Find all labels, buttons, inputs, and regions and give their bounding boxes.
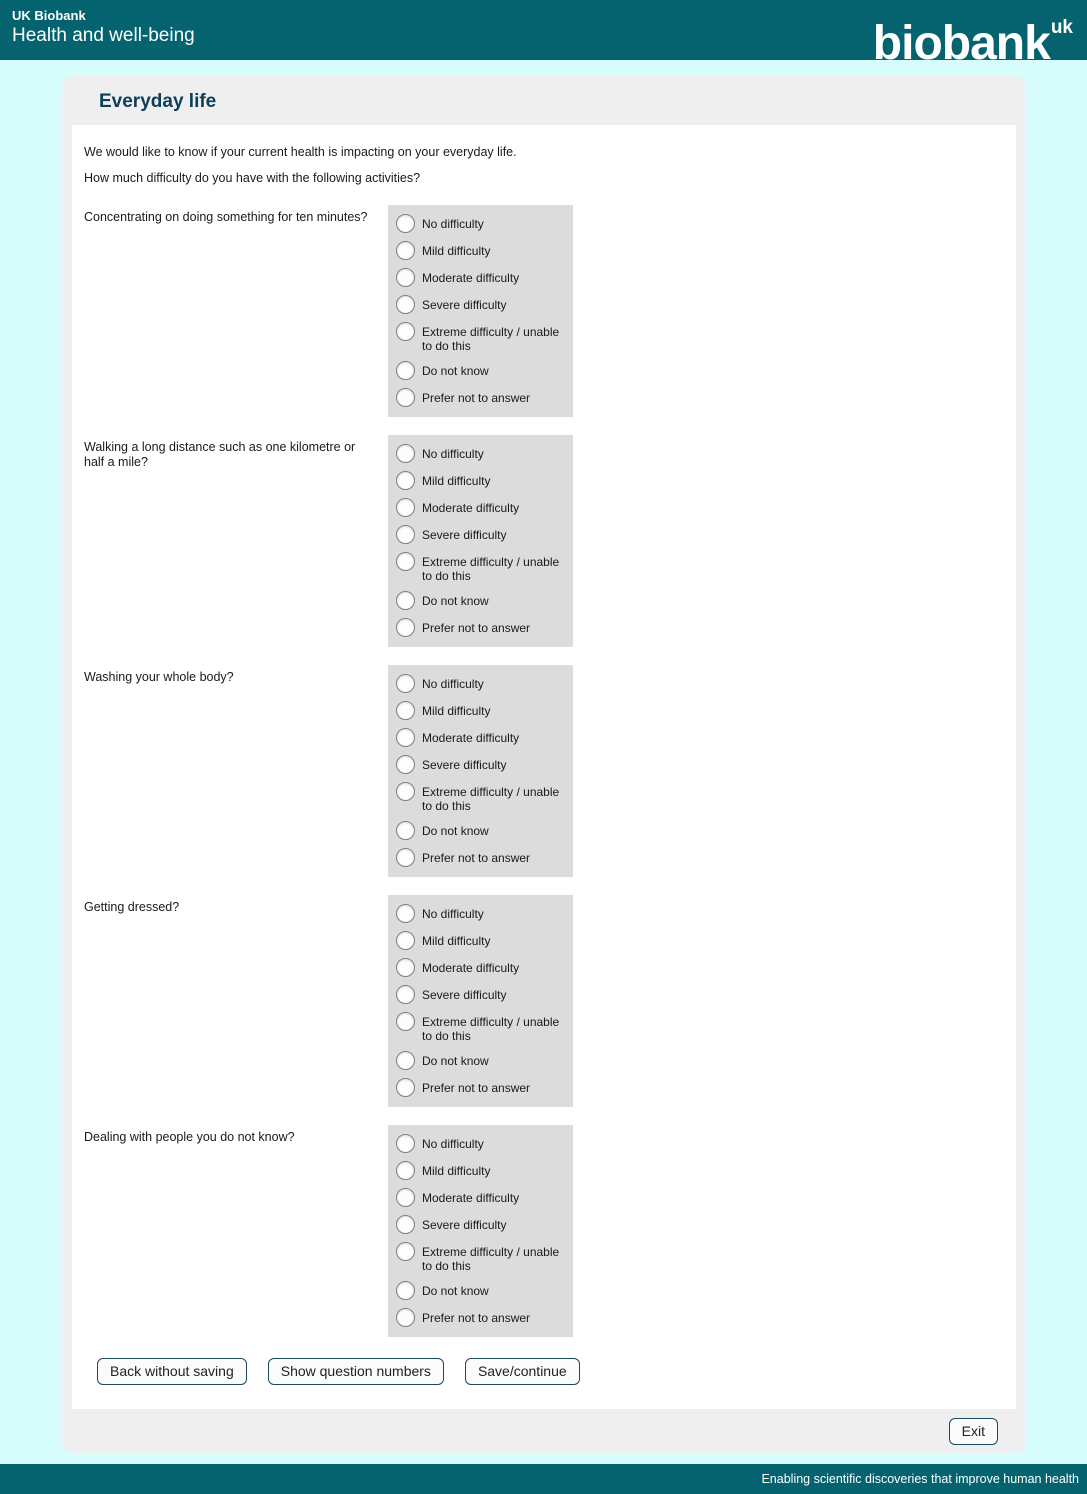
- radio-option[interactable]: [396, 498, 569, 517]
- radio-option-label: Do not know: [422, 824, 489, 838]
- radio-option-label: Severe difficulty: [422, 1218, 507, 1232]
- radio-button-icon[interactable]: [396, 618, 415, 637]
- radio-option-label: Severe difficulty: [422, 758, 507, 772]
- options-group: [388, 435, 573, 647]
- header-titles: [12, 0, 195, 48]
- radio-option-label: Extreme difficulty / unable to do this: [422, 325, 560, 353]
- radio-option[interactable]: [396, 701, 569, 720]
- radio-button-icon[interactable]: [396, 268, 415, 287]
- app-footer: [0, 1464, 1087, 1494]
- radio-option[interactable]: [396, 295, 569, 314]
- radio-option[interactable]: [396, 848, 569, 867]
- radio-option[interactable]: [396, 1308, 569, 1327]
- radio-button-icon[interactable]: [396, 782, 415, 801]
- radio-button-icon[interactable]: [396, 1134, 415, 1153]
- radio-option[interactable]: [396, 904, 569, 923]
- radio-option-label: Severe difficulty: [422, 298, 507, 312]
- radio-option[interactable]: [396, 1051, 569, 1070]
- radio-option-label: Moderate difficulty: [422, 501, 520, 515]
- radio-option-label: Prefer not to answer: [422, 391, 531, 405]
- radio-button-icon[interactable]: [396, 498, 415, 517]
- radio-option[interactable]: [396, 1161, 569, 1180]
- card-footer: [62, 1409, 1026, 1453]
- radio-option-label: Do not know: [422, 364, 489, 378]
- radio-button-icon[interactable]: [396, 241, 415, 260]
- radio-button-icon[interactable]: [396, 1188, 415, 1207]
- radio-option-label: Moderate difficulty: [422, 1191, 520, 1205]
- radio-option-label: Prefer not to answer: [422, 851, 531, 865]
- radio-button-icon[interactable]: [396, 848, 415, 867]
- radio-option[interactable]: [396, 591, 569, 610]
- radio-option[interactable]: [396, 782, 569, 813]
- radio-option[interactable]: [396, 618, 569, 637]
- radio-button-icon[interactable]: [396, 1161, 415, 1180]
- show-question-numbers-button[interactable]: Show question numbers: [268, 1358, 444, 1385]
- radio-option-label: Mild difficulty: [422, 244, 491, 258]
- form-actions: [84, 1358, 1002, 1385]
- footer-tagline: Enabling scientific discoveries that improve human health: [761, 1472, 1079, 1486]
- org-name: UK Biobank: [12, 8, 86, 23]
- radio-button-icon[interactable]: [396, 1215, 415, 1234]
- radio-button-icon[interactable]: [396, 1012, 415, 1031]
- radio-option-label: Prefer not to answer: [422, 1081, 531, 1095]
- radio-option-label: Mild difficulty: [422, 704, 491, 718]
- radio-button-icon[interactable]: [396, 471, 415, 490]
- radio-button-icon[interactable]: [396, 1078, 415, 1097]
- radio-button-icon[interactable]: [396, 958, 415, 977]
- radio-button-icon[interactable]: [396, 755, 415, 774]
- questions-container: [84, 205, 1002, 1337]
- page-subtitle: Health and well-being: [12, 25, 195, 46]
- radio-option-label: Prefer not to answer: [422, 621, 531, 635]
- radio-button-icon[interactable]: [396, 295, 415, 314]
- radio-option-label: No difficulty: [422, 217, 484, 231]
- section-title: Everyday life: [99, 91, 217, 112]
- radio-button-icon[interactable]: [396, 1281, 415, 1300]
- radio-option[interactable]: [396, 1242, 569, 1273]
- radio-option[interactable]: [396, 931, 569, 950]
- radio-option[interactable]: [396, 214, 569, 233]
- radio-option-label: Mild difficulty: [422, 934, 491, 948]
- radio-option[interactable]: [396, 1281, 569, 1300]
- radio-option[interactable]: [396, 1215, 569, 1234]
- radio-option[interactable]: [396, 1012, 569, 1043]
- radio-button-icon[interactable]: [396, 1308, 415, 1327]
- radio-option[interactable]: [396, 985, 569, 1004]
- options-group: [388, 665, 573, 877]
- back-without-saving-button[interactable]: Back without saving: [97, 1358, 247, 1385]
- radio-option-label: Do not know: [422, 1054, 489, 1068]
- radio-option[interactable]: [396, 444, 569, 463]
- radio-option-label: Severe difficulty: [422, 528, 507, 542]
- question-label: Getting dressed?: [84, 900, 180, 914]
- form-panel: [72, 125, 1016, 1409]
- radio-option-label: Extreme difficulty / unable to do this: [422, 1015, 560, 1043]
- question-label: Walking a long distance such as one kilometre or half a mile?: [84, 440, 356, 469]
- radio-button-icon[interactable]: [396, 1051, 415, 1070]
- radio-button-icon[interactable]: [396, 1242, 415, 1261]
- question-label: Washing your whole body?: [84, 670, 234, 684]
- radio-option-label: Prefer not to answer: [422, 1311, 531, 1325]
- question-block: [84, 205, 1002, 417]
- radio-button-icon[interactable]: [396, 322, 415, 341]
- radio-option[interactable]: [396, 755, 569, 774]
- radio-option[interactable]: [396, 268, 569, 287]
- radio-button-icon[interactable]: [396, 525, 415, 544]
- radio-option-label: Extreme difficulty / unable to do this: [422, 555, 560, 583]
- intro-text-1: We would like to know if your current health is impacting on your everyday life.: [84, 145, 517, 159]
- radio-button-icon[interactable]: [396, 931, 415, 950]
- radio-option[interactable]: [396, 728, 569, 747]
- radio-option-label: Severe difficulty: [422, 988, 507, 1002]
- radio-button-icon[interactable]: [396, 701, 415, 720]
- radio-button-icon[interactable]: [396, 444, 415, 463]
- radio-option-label: Moderate difficulty: [422, 731, 520, 745]
- radio-option[interactable]: [396, 1134, 569, 1153]
- exit-button[interactable]: Exit: [949, 1418, 998, 1445]
- radio-button-icon[interactable]: [396, 388, 415, 407]
- radio-button-icon[interactable]: [396, 985, 415, 1004]
- radio-option-label: Moderate difficulty: [422, 961, 520, 975]
- biobank-logo-uk: uk: [1050, 17, 1073, 38]
- intro-text-2: How much difficulty do you have with the following activities?: [84, 171, 421, 185]
- question-block: [84, 895, 1002, 1107]
- radio-option-label: Moderate difficulty: [422, 271, 520, 285]
- radio-option[interactable]: [396, 471, 569, 490]
- options-group: [388, 895, 573, 1107]
- radio-button-icon[interactable]: [396, 674, 415, 693]
- biobank-logo-text: biobank: [872, 17, 1050, 70]
- question-label: Dealing with people you do not know?: [84, 1130, 295, 1144]
- options-group: [388, 1125, 573, 1337]
- radio-option[interactable]: [396, 552, 569, 583]
- radio-option[interactable]: [396, 821, 569, 840]
- radio-button-icon[interactable]: [396, 591, 415, 610]
- radio-option[interactable]: [396, 241, 569, 260]
- radio-option-label: Mild difficulty: [422, 1164, 491, 1178]
- main-content: [0, 76, 1087, 1453]
- form-card: [62, 76, 1026, 1453]
- radio-button-icon[interactable]: [396, 904, 415, 923]
- radio-option[interactable]: [396, 674, 569, 693]
- radio-button-icon[interactable]: [396, 821, 415, 840]
- question-block: [84, 1125, 1002, 1337]
- app-header: [0, 0, 1087, 70]
- radio-option-label: Extreme difficulty / unable to do this: [422, 785, 560, 813]
- radio-option[interactable]: [396, 958, 569, 977]
- radio-option[interactable]: [396, 525, 569, 544]
- options-group: [388, 205, 573, 417]
- radio-option[interactable]: [396, 322, 569, 353]
- radio-option-label: No difficulty: [422, 447, 484, 461]
- radio-option[interactable]: [396, 361, 569, 380]
- question-label: Concentrating on doing something for ten minutes?: [84, 210, 368, 224]
- radio-button-icon[interactable]: [396, 361, 415, 380]
- radio-option[interactable]: [396, 1188, 569, 1207]
- radio-option-label: Extreme difficulty / unable to do this: [422, 1245, 560, 1273]
- biobank-logo: [873, 0, 1073, 72]
- radio-option-label: Mild difficulty: [422, 474, 491, 488]
- radio-option[interactable]: [396, 1078, 569, 1097]
- radio-option-label: No difficulty: [422, 677, 484, 691]
- radio-button-icon[interactable]: [396, 728, 415, 747]
- save-continue-button[interactable]: Save/continue: [465, 1358, 580, 1385]
- question-block: [84, 435, 1002, 647]
- radio-option-label: No difficulty: [422, 907, 484, 921]
- radio-option-label: Do not know: [422, 594, 489, 608]
- radio-option[interactable]: [396, 388, 569, 407]
- radio-option-label: No difficulty: [422, 1137, 484, 1151]
- question-block: [84, 665, 1002, 877]
- radio-button-icon[interactable]: [396, 552, 415, 571]
- radio-option-label: Do not know: [422, 1284, 489, 1298]
- radio-button-icon[interactable]: [396, 214, 415, 233]
